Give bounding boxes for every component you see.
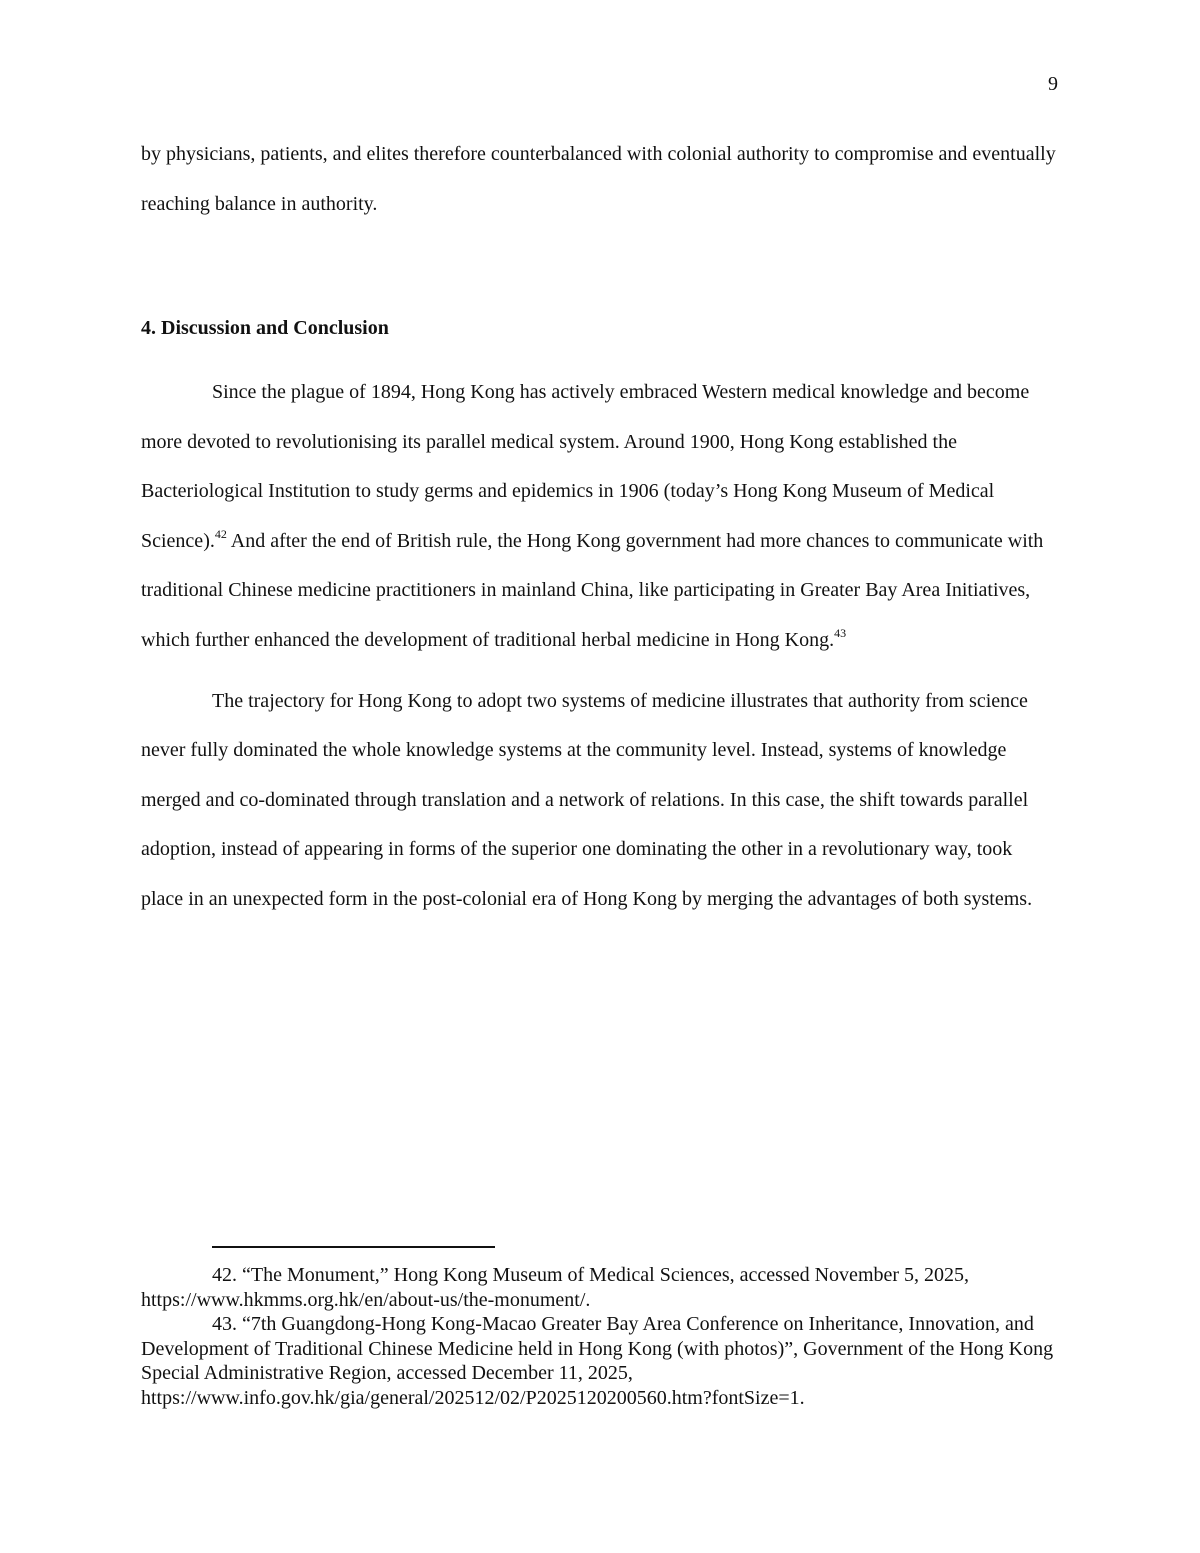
footnote-42: 42. “The Monument,” Hong Kong Museum of Medical Sciences, accessed November 5, 2025, https://www.hkmms.org.hk/en/about-us/the-monument/.: [141, 1264, 970, 1311]
paragraph-2: The trajectory for Hong Kong to adopt two systems of medicine illustrates that authority from science never fully dominated the whole knowledge systems at the community level. Instead, systems of knowledge merged and co-dominated through translation and a network of relations. In this case, the shift towards parallel adoption, instead of appearing in forms of the superior one dominating the other in a revolutionary way, took place in an unexpected form in the post-colonial era of Hong Kong by merging the advantages of both systems.: [141, 689, 1033, 910]
paragraph-1-text-b: And after the end of British rule, the Hong Kong government had more chances to communicate with traditional Chinese medicine practitioners in mainland China, like participating in Greater Bay Area Initiatives, which further enhanced the development of traditional herbal medicine in Hong Kong.: [141, 529, 1044, 651]
continuation-block: [141, 130, 1059, 229]
paragraph-1-text-a: Since the plague of 1894, Hong Kong has actively embraced Western medical knowledge and become more devoted to revolutionising its parallel medical system. Around 1900, Hong Kong established the Bacteriological Institution to study germs and epidemics in 1906 (today’s Hong Kong Museum of Medical Science).: [141, 381, 1030, 552]
section-heading: 4. Discussion and Conclusion: [141, 317, 389, 339]
footnote-43: 43. “7th Guangdong-Hong Kong-Macao Greater Bay Area Conference on Inheritance, Innovation, and Development of Traditional Chinese Medicine held in Hong Kong (with photos)”, Government of the Hong Kong Special Administrative Region, accessed December 11, 2025, https://www.info.gov.hk/gia/general/202512/02/P2025120200560.htm?fontSize=1.: [141, 1313, 1054, 1409]
continuation-paragraph: by physicians, patients, and elites therefore counterbalanced with colonial authority to compromise and eventually reaching balance in authority.: [141, 143, 1056, 215]
page-number: 9: [1048, 73, 1058, 95]
footnote-ref-42[interactable]: 42: [214, 526, 227, 541]
footnote-ref-43[interactable]: 43: [834, 625, 847, 640]
footnote-separator: [212, 1246, 495, 1248]
paragraph-1: [141, 368, 1059, 666]
section-body: [141, 368, 1059, 925]
footnotes: [141, 1263, 1059, 1410]
